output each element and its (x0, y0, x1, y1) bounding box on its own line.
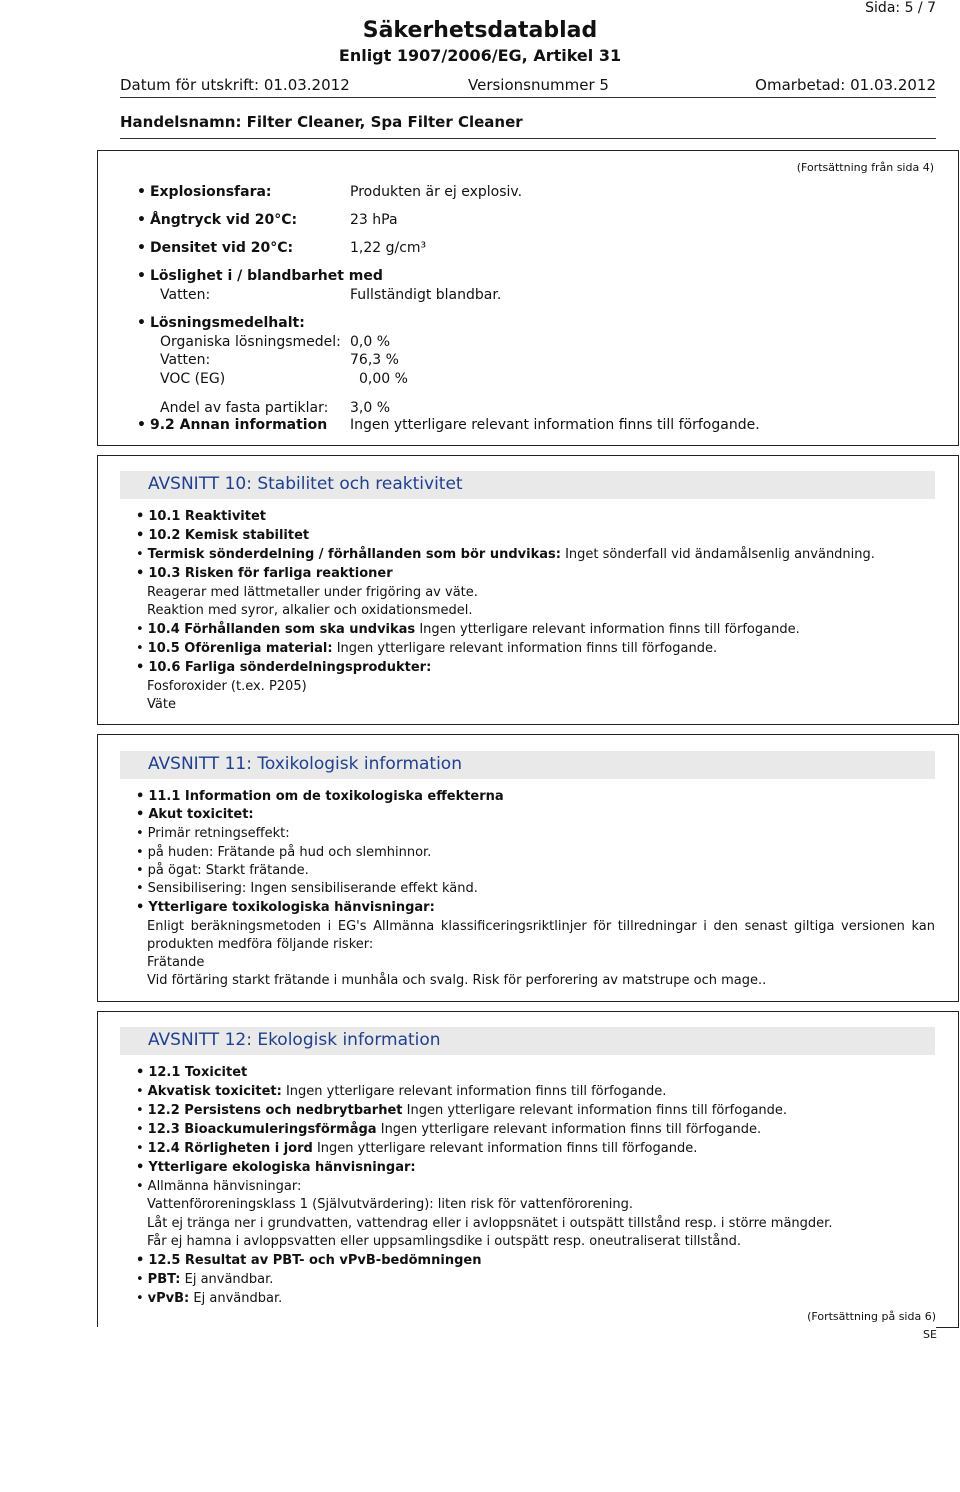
density-value: 1,22 g/cm³ (350, 240, 427, 256)
s12-vpvb: • vPvB: Ej användbar. (136, 1291, 282, 1306)
s12-groundwater: Låt ej tränga ner i grundvatten, vattendrag eller i avloppsnätet i outspätt tillstånd resp. i större mängder. (147, 1216, 833, 1231)
revised-date: Omarbetad: 01.03.2012 (755, 76, 936, 94)
s10-conditions-to-avoid: • 10.4 Förhållanden som ska undvikas Ingen ytterligare relevant information finns till förfogande. (136, 622, 800, 637)
water-content-label: Vatten: (160, 352, 211, 368)
section-12-title: AVSNITT 12: Ekologisk information (148, 1030, 441, 1050)
water-content-value: 76,3 % (350, 352, 399, 368)
header-divider-2 (120, 138, 936, 139)
s10-hazardous-reactions: • 10.3 Risken för farliga reaktioner (136, 566, 393, 581)
s12-toxicity: • 12.1 Toxicitet (136, 1065, 247, 1080)
other-info-label: • 9.2 Annan information (137, 417, 327, 433)
s11-skin: • på huden: Frätande på hud och slemhinnor. (136, 845, 431, 860)
page-number: Sida: 5 / 7 (865, 0, 936, 16)
s10-decomposition-products: • 10.6 Farliga sönderdelningsprodukter: (136, 660, 431, 675)
density-label: • Densitet vid 20°C: (137, 240, 293, 256)
s11-calculation-method: Enligt beräkningsmetoden i EG's Allmänna klassificeringsriktlinjer för tillredningar i den senast giltiga versionen kan produkten medföra följande risker: (147, 919, 935, 952)
s12-pbt: • PBT: Ej användbar. (136, 1272, 273, 1287)
section-11-title: AVSNITT 11: Toxikologisk information (148, 754, 462, 774)
document-title: Säkerhetsdatablad (362, 18, 598, 43)
bottom-rule (936, 1327, 959, 1328)
s11-toxicological-effects: • 11.1 Information om de toxikologiska effekterna (136, 789, 504, 804)
s12-aquatic-toxicity: • Akvatisk toxicitet: Ingen ytterligare relevant information finns till förfogande. (136, 1084, 666, 1099)
s12-sewage: Får ej hamna i avloppsvatten eller uppsamlingsdike i outspätt resp. oneutraliserat tillstånd. (147, 1234, 742, 1249)
vapour-pressure-label: • Ångtryck vid 20°C: (137, 212, 297, 228)
s12-additional-heading: • Ytterligare ekologiska hänvisningar: (136, 1160, 416, 1175)
section-10-title: AVSNITT 10: Stabilitet och reaktivitet (148, 474, 463, 494)
section-12-band (120, 1027, 935, 1055)
s11-additional-heading: • Ytterligare toxikologiska hänvisningar: (136, 900, 435, 915)
voc-value: 0,00 % (359, 371, 408, 387)
s12-general-notes: • Allmänna hänvisningar: (136, 1179, 301, 1194)
continued-on: (Fortsättning på sida 6) (807, 1310, 936, 1323)
s10-hydrogen: Väte (147, 697, 176, 712)
voc-label: VOC (EG) (160, 371, 226, 387)
s10-reacts-with-metals: Reagerar med lättmetaller under frigöring av väte. (147, 585, 478, 600)
s11-sensitisation: • Sensibilisering: Ingen sensibiliserande effekt känd. (136, 881, 478, 896)
section-10-band (120, 471, 935, 499)
header-divider (120, 97, 936, 98)
s10-reacts-with-acids: Reaktion med syror, alkalier och oxidationsmedel. (147, 603, 473, 618)
explosion-label: • Explosionsfara: (137, 184, 272, 200)
s12-water-hazard-class: Vattenföroreningsklass 1 (Självutvärdering): liten risk för vattenförorening. (147, 1197, 634, 1212)
trade-name: Handelsnamn: Filter Cleaner, Spa Filter Cleaner (120, 113, 523, 131)
solvent-content-label: • Lösningsmedelhalt: (137, 315, 305, 331)
s11-eyes: • på ögat: Starkt frätande. (136, 863, 309, 878)
s11-acute-toxicity: • Akut toxicitet: (136, 807, 254, 822)
document-subtitle: Enligt 1907/2006/EG, Artikel 31 (338, 46, 622, 65)
s12-mobility: • 12.4 Rörligheten i jord Ingen ytterligare relevant information finns till förfogande. (136, 1141, 697, 1156)
s10-thermal-decomposition: • Termisk sönderdelning / förhållanden som bör undvikas: Inget sönderfall vid ändamålsenlig användning. (136, 547, 875, 562)
solubility-water-value: Fullständigt blandbar. (350, 287, 502, 303)
s10-phosphorus-oxides: Fosforoxider (t.ex. P205) (147, 679, 307, 694)
solids-label: Andel av fasta partiklar: (160, 400, 329, 416)
print-date: Datum för utskrift: 01.03.2012 (120, 76, 350, 94)
section-11-band (120, 751, 935, 779)
explosion-value: Produkten är ej explosiv. (350, 184, 523, 200)
s12-bioaccumulation: • 12.3 Bioackumuleringsförmåga Ingen ytterligare relevant information finns till förfogande. (136, 1122, 761, 1137)
s11-primary-irritation: • Primär retningseffekt: (136, 826, 290, 841)
s11-ingestion: Vid förtäring starkt frätande i munhåla och svalg. Risk för perforering av matstrupe och mage.. (147, 973, 767, 988)
section-9-box (97, 150, 959, 446)
s12-pbt-vpvb-assessment: • 12.5 Resultat av PBT- och vPvB-bedömningen (136, 1253, 481, 1268)
version-number: Versionsnummer 5 (468, 76, 609, 94)
solubility-water-label: Vatten: (160, 287, 211, 303)
s12-persistence: • 12.2 Persistens och nedbrytbarhet Ingen ytterligare relevant information finns till förfogande. (136, 1103, 787, 1118)
organic-solvents-value: 0,0 % (350, 334, 391, 350)
solubility-label: • Löslighet i / blandbarhet med (137, 268, 383, 284)
s10-reactivity: • 10.1 Reaktivitet (136, 509, 266, 524)
s10-chemical-stability: • 10.2 Kemisk stabilitet (136, 528, 309, 543)
language-code: SE (923, 1328, 937, 1341)
s11-corrosive: Frätande (147, 955, 205, 970)
other-info-value: Ingen ytterligare relevant information finns till förfogande. (350, 417, 760, 433)
vapour-pressure-value: 23 hPa (350, 212, 398, 228)
organic-solvents-label: Organiska lösningsmedel: (160, 334, 341, 350)
continued-from: (Fortsättning från sida 4) (796, 161, 934, 174)
solids-value: 3,0 % (350, 400, 391, 416)
s10-incompatible-materials: • 10.5 Oförenliga material: Ingen ytterligare relevant information finns till förfogande. (136, 641, 717, 656)
